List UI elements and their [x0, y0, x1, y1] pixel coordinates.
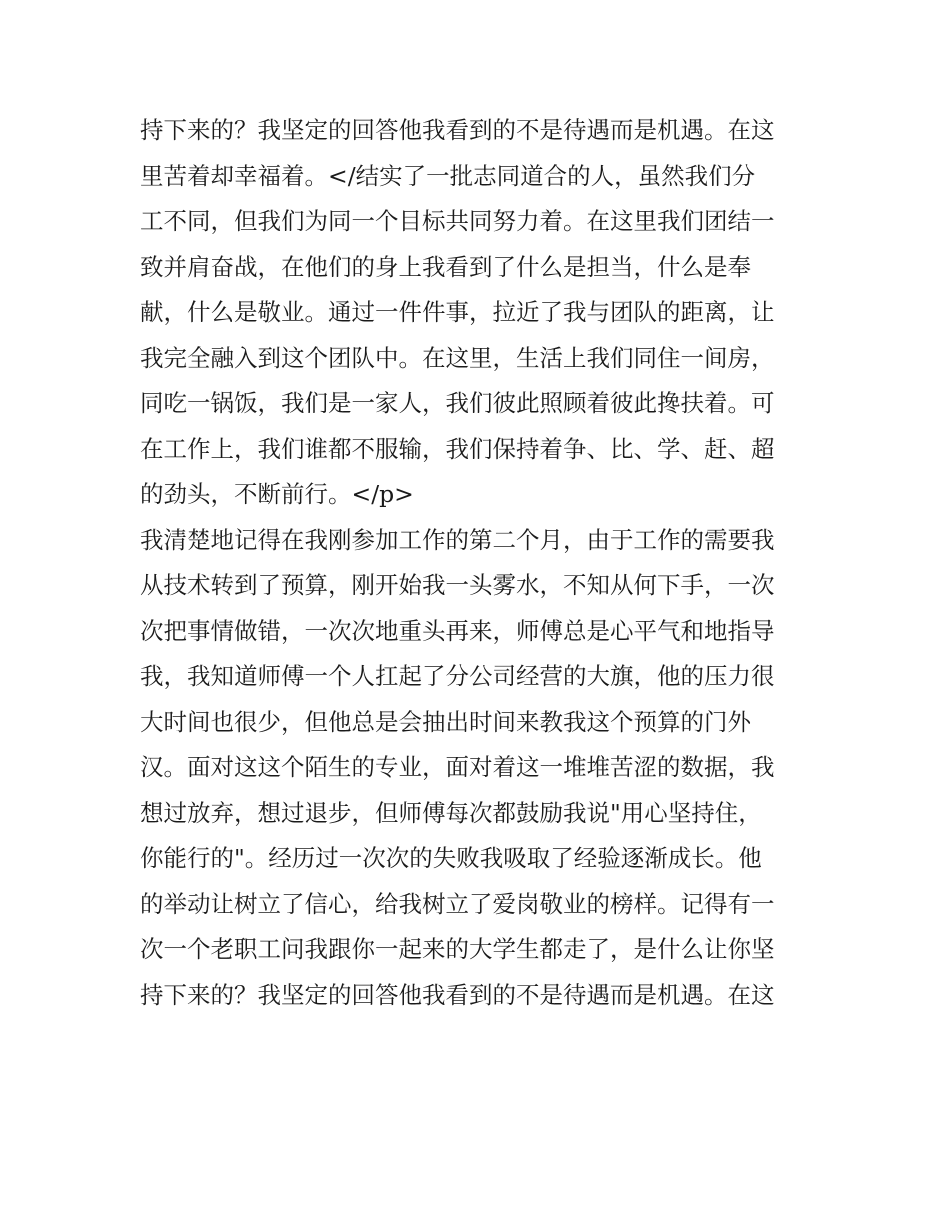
text-line: 持下来的？我坚定的回答他我看到的不是待遇而是机遇。在这 [140, 116, 775, 144]
text-line: 同吃一锅饭，我们是一家人，我们彼此照顾着彼此搀扶着。可 [140, 389, 775, 417]
text-line: 想过放弃，想过退步，但师傅每次都鼓励我说"用心坚持住， [140, 798, 762, 827]
text-line: 我清楚地记得在我刚参加工作的第二个月，由于工作的需要我 [140, 525, 775, 554]
text-line: 在工作上，我们谁都不服输，我们保持着争、比、学、赶、超 [140, 434, 775, 463]
text-line: 工不同，但我们为同一个目标共同努力着。在这里我们团结一 [140, 207, 775, 235]
text-line: 我完全融入到这个团队中。在这里，生活上我们同住一间房， [140, 343, 775, 372]
text-line: 次把事情做错，一次次地重头再来，师傅总是心平气和地指导 [140, 616, 775, 645]
text-line: 里苦着却幸福着。</结实了一批志同道合的人，虽然我们分 [140, 161, 756, 190]
body-text [140, 108, 820, 1018]
text-line: 你能行的"。经历过一次次的失败我吸取了经验逐渐成长。他 [140, 844, 762, 872]
text-line: 汉。面对这这个陌生的专业，面对着这一堆堆苦涩的数据，我 [140, 753, 775, 781]
text-line: 持下来的？我坚定的回答他我看到的不是待遇而是机遇。在这 [140, 980, 775, 1009]
text-line: 次一个老职工问我跟你一起来的大学生都走了，是什么让你坚 [140, 935, 775, 963]
text-line: 大时间也很少，但他总是会抽出时间来教我这个预算的门外 [140, 707, 751, 736]
text-line: 的劲头，不断前行。</p> [140, 480, 414, 508]
text-line: 我，我知道师傅一个人扛起了分公司经营的大旗，他的压力很 [140, 662, 775, 690]
text-line: 从技术转到了预算，刚开始我一头雾水，不知从何下手，一次 [140, 571, 775, 599]
text-line: 致并肩奋战，在他们的身上我看到了什么是担当，什么是奉 [140, 252, 751, 281]
text-line: 献，什么是敬业。通过一件件事，拉近了我与团队的距离，让 [140, 298, 775, 326]
text-line: 的举动让树立了信心，给我树立了爱岗敬业的榜样。记得有一 [140, 889, 775, 918]
